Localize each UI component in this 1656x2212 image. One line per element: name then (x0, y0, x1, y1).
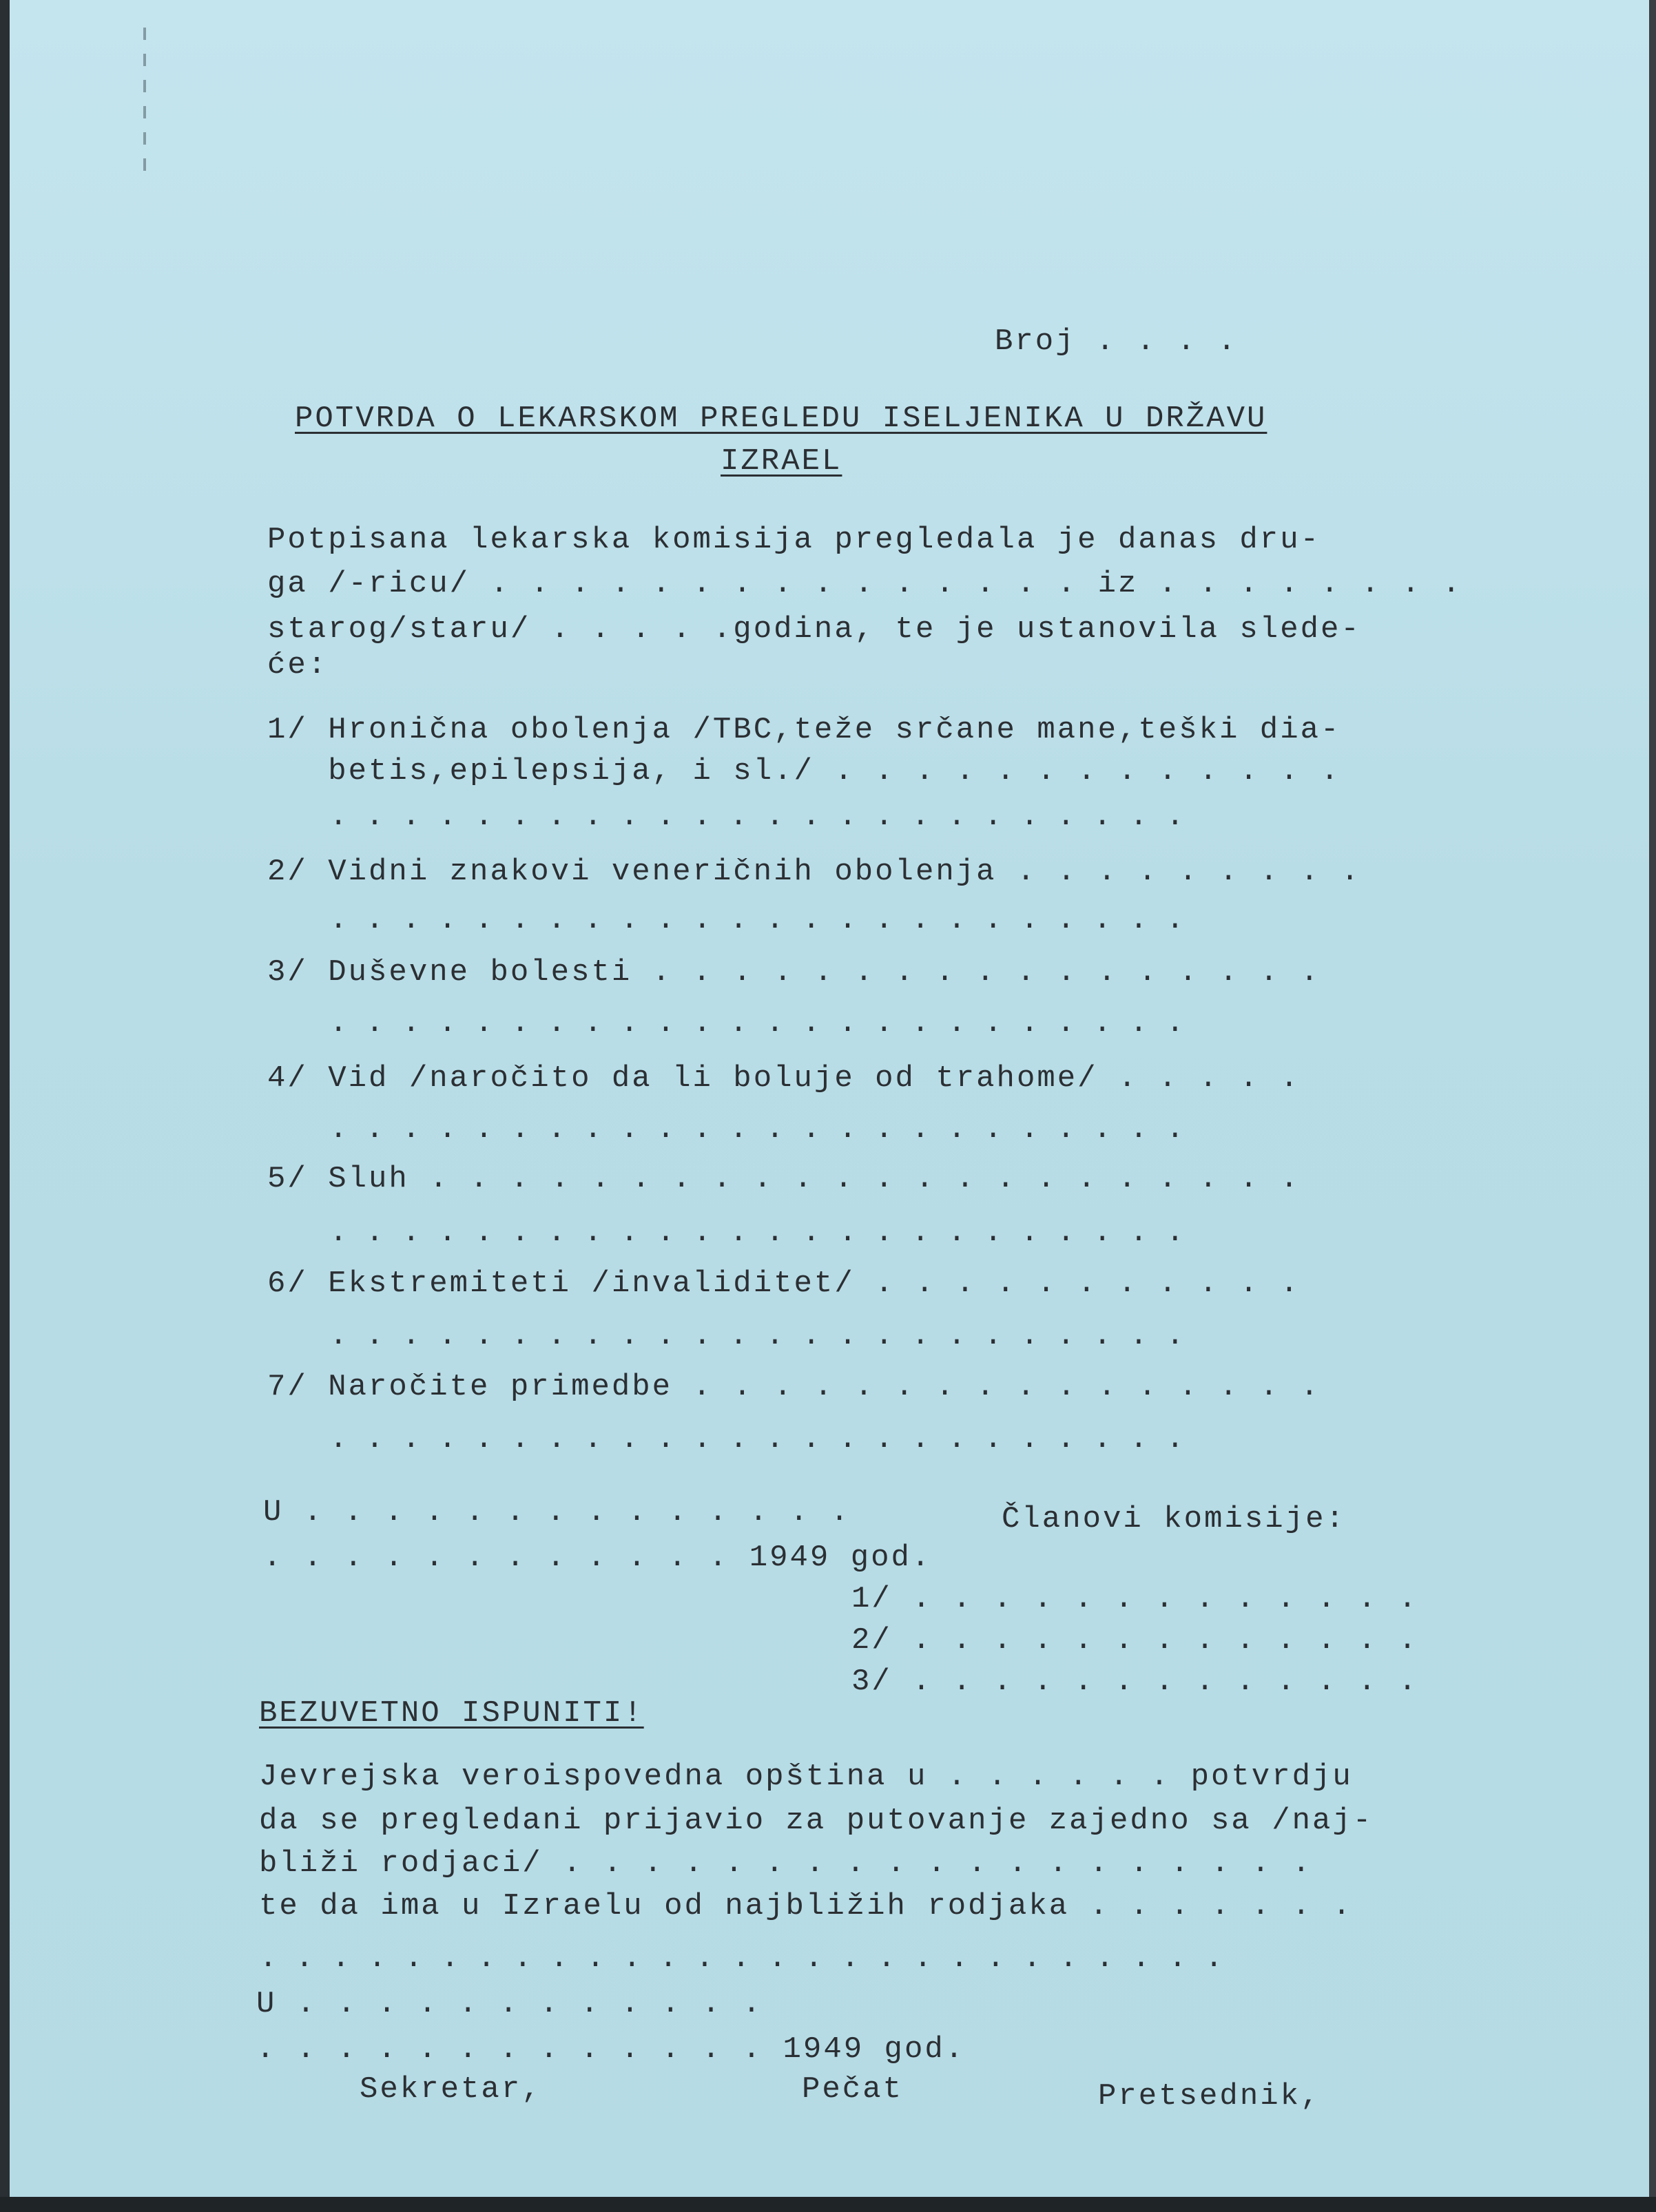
commission-heading: Članovi komisije: (1002, 1502, 1346, 1536)
item-5-label: 5/ Sluh . . . . . . . . . . . . . . . . . . . . . . (267, 1162, 1301, 1196)
item-5-dots: . . . . . . . . . . . . . . . . . . . . . . . . (329, 1215, 1185, 1250)
item-3-dots: . . . . . . . . . . . . . . . . . . . . . . . . (329, 1006, 1185, 1041)
item-1-dots: . . . . . . . . . . . . . . . . . . . . . . . . (329, 800, 1185, 834)
mandatory-line-1: Jevrejska veroispovedna opština u . . . . . . potvrdju (259, 1760, 1353, 1794)
date-line: . . . . . . . . . . . . 1949 god. (263, 1541, 932, 1575)
item-2-label: 2/ Vidni znakovi veneričnih obolenja . . . . . . . . . (267, 855, 1361, 889)
document-title-line2: IZRAEL (721, 444, 842, 479)
item-4-dots: . . . . . . . . . . . . . . . . . . . . . . . . (329, 1112, 1185, 1147)
mandatory-line-2: da se pregledani prijavio za putovanje zajedno sa /naj- (259, 1804, 1374, 1838)
item-7-label: 7/ Naročite primedbe . . . . . . . . . . . . . . . . (267, 1370, 1321, 1404)
president-signature-label: Pretsednik, (1098, 2079, 1321, 2114)
seal-label: Pečat (802, 2072, 904, 2107)
document-title: POTVRDA O LEKARSKOM PREGLEDU ISELJENIKA U DRŽAVU (295, 401, 1267, 436)
item-4-label: 4/ Vid /naročito da li boluje od trahome/ . . . . . (267, 1061, 1301, 1096)
commission-member-2: 2/ . . . . . . . . . . . . . (851, 1623, 1419, 1658)
scan-edge-left (0, 0, 10, 2212)
item-6-label: 6/ Ekstremiteti /invaliditet/ . . . . . . . . . . . (267, 1266, 1301, 1301)
place-line: U . . . . . . . . . . . . . . (263, 1495, 851, 1530)
mandatory-line-4: te da ima u Izraelu od najbližih rodjaka . . . . . . . (259, 1889, 1353, 1923)
intro-line-3: starog/staru/ . . . . .godina, te je ustanovila slede- (267, 612, 1361, 647)
footer-date: . . . . . . . . . . . . . 1949 god. (256, 2032, 966, 2067)
paper-crease (143, 28, 146, 172)
intro-line-4: će: (267, 648, 329, 682)
mandatory-line-3: bliži rodjaci/ . . . . . . . . . . . . . . . . . . . (259, 1846, 1313, 1881)
intro-line-2: ga /-ricu/ . . . . . . . . . . . . . . . iz . . . . . . . . (267, 567, 1462, 601)
item-1-label-cont: betis,epilepsija, i sl./ . . . . . . . . . . . . . (267, 754, 1341, 789)
intro-line-1: Potpisana lekarska komisija pregledala je danas dru- (267, 523, 1321, 557)
commission-member-3: 3/ . . . . . . . . . . . . . (851, 1665, 1419, 1699)
scan-edge-bottom (0, 2197, 1656, 2212)
item-7-dots: . . . . . . . . . . . . . . . . . . . . . . . . (329, 1422, 1185, 1457)
scan-edge-right (1649, 0, 1656, 2212)
mandatory-line-5: . . . . . . . . . . . . . . . . . . . . . . . . . . . (259, 1941, 1223, 1976)
item-2-dots: . . . . . . . . . . . . . . . . . . . . . . . . (329, 903, 1185, 937)
document-number: Broj . . . . (995, 324, 1238, 359)
item-1-label: 1/ Hronična obolenja /TBC,teže srčane mane,teški dia- (267, 713, 1341, 747)
footer-place: U . . . . . . . . . . . . (256, 1987, 763, 2021)
commission-member-1: 1/ . . . . . . . . . . . . . (851, 1582, 1419, 1616)
item-6-dots: . . . . . . . . . . . . . . . . . . . . . . . . (329, 1319, 1185, 1353)
mandatory-heading: BEZUVETNO ISPUNITI! (259, 1696, 644, 1731)
secretary-signature-label: Sekretar, (360, 2072, 542, 2107)
item-3-label: 3/ Duševne bolesti . . . . . . . . . . . . . . . . . (267, 955, 1321, 990)
